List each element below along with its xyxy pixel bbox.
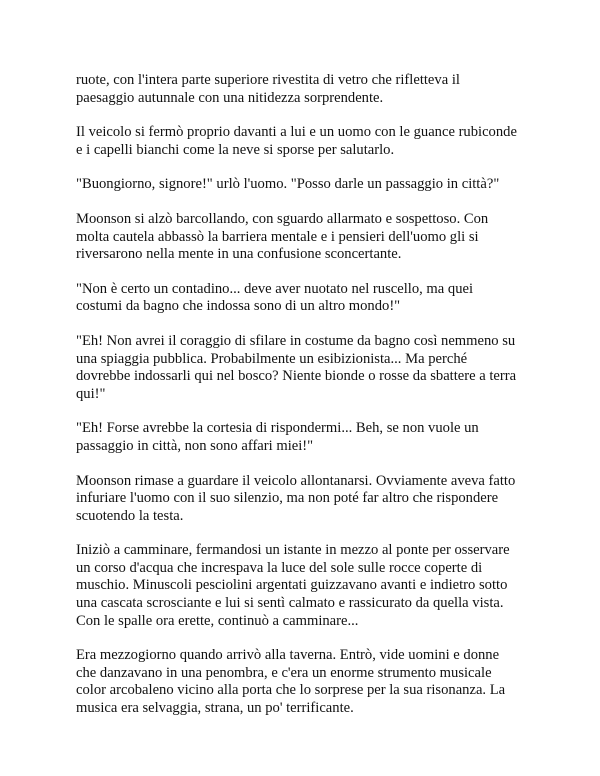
text-line: muschio. Minuscoli pesciolini argentati guizzavano avanti e indietro sotto [76,577,508,594]
text-line: Iniziò a camminare, fermandosi un istante in mezzo al ponte per osservare [76,542,510,559]
text-line: Il veicolo si fermò proprio davanti a lui e un uomo con le guance rubiconde [76,124,517,141]
text-line: scuotendo la testa. [76,507,184,524]
paragraph [76,333,526,403]
paragraph [76,176,526,194]
paragraph [76,542,526,630]
text-line: Moonson rimase a guardare il veicolo allontanarsi. Ovviamente aveva fatto [76,472,516,489]
text-line: un corso d'acqua che increspava la luce del sole sulle rocce coperte di [76,559,483,576]
text-line: color arcobaleno vicino alla porta che lo sorprese per la sua risonanza. La [76,682,506,699]
paragraph [76,72,526,107]
text-line: "Eh! Non avrei il coraggio di sfilare in costume da bagno così nemmeno su [76,332,516,349]
paragraph [76,420,526,455]
text-line: "Eh! Forse avrebbe la cortesia di rispondermi... Beh, se non vuole un [76,420,479,437]
text-line: molta cautela abbassò la barriera mentale e i pensieri dell'uomo gli si [76,228,479,245]
text-line: Moonson si alzò barcollando, con sguardo allarmato e sospettoso. Con [76,210,489,227]
text-line: "Non è certo un contadino... deve aver nuotato nel ruscello, ma quei [76,280,474,297]
text-line: dovrebbe indossarli qui nel bosco? Niente bionde o rosse da sbattere a terra [76,368,517,385]
paragraph [76,647,526,717]
text-line: passaggio in città, non sono affari miei!" [76,437,314,454]
text-line: Con le spalle ora erette, continuò a camminare... [76,612,359,629]
text-line: paesaggio autunnale con una nitidezza sorprendente. [76,89,384,106]
text-line: che danzavano in una penombra, e c'era un enorme strumento musicale [76,664,492,681]
text-line: qui!" [76,385,106,402]
paragraph [76,124,526,159]
text-line: una cascata scrosciante e lui si sentì calmato e rassicurato da quella vista. [76,595,504,612]
text-line: infuriare l'uomo con il suo silenzio, ma non poté far altro che rispondere [76,490,499,507]
text-line: costumi da bagno che indossa sono di un altro mondo!" [76,298,401,315]
text-line: ruote, con l'intera parte superiore rivestita di vetro che rifletteva il [76,72,460,88]
body-text [76,72,526,735]
text-line: e i capelli bianchi come la neve si sporse per salutarlo. [76,141,395,158]
text-line: Era mezzogiorno quando arrivò alla taverna. Entrò, vide uomini e donne [76,647,500,664]
text-line: musica era selvaggia, strana, un po' terrificante. [76,700,354,717]
paragraph [76,211,526,264]
text-line: riversarono nella mente in una confusione sconcertante. [76,246,402,263]
paragraph [76,473,526,526]
paragraph [76,281,526,316]
text-line: "Buongiorno, signore!" urlò l'uomo. "Posso darle un passaggio in città?" [76,176,500,193]
text-line: una spiaggia pubblica. Probabilmente un esibizionista... Ma perché [76,350,468,367]
